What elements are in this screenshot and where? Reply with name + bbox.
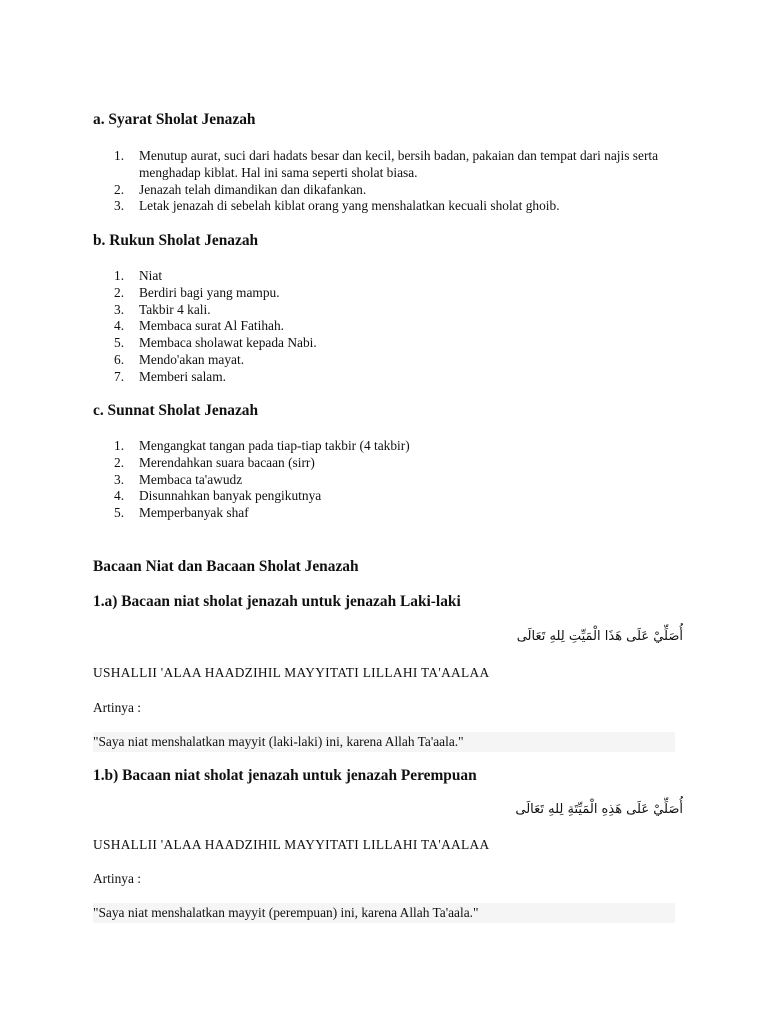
list-item <box>93 148 683 182</box>
list-number: 1. <box>114 268 125 283</box>
list-number: 2. <box>114 454 125 470</box>
list-rukun <box>93 268 683 386</box>
arabic-niat-laki-laki: أُصَلِّيْ عَلَى هَذَا الْمَيِّتِ لِلهِ تَعَالَى <box>516 629 683 644</box>
list-text: Merendahkan suara bacaan (sirr) <box>139 454 315 470</box>
list-text: Membaca surat Al Fatihah. <box>139 318 285 334</box>
list-item <box>93 505 683 522</box>
section-heading-sunnat: c. Sunnat Sholat Jenazah <box>93 402 259 419</box>
list-item <box>93 268 683 285</box>
transliteration-perempuan: USHALLII 'ALAA HAADZIHIL MAYYITATI LILLAHI TA'AALAA <box>93 837 490 852</box>
translation-perempuan: "Saya niat menshalatkan mayyit (perempuan) ini, karena Allah Ta'aala." <box>93 903 675 923</box>
list-item <box>93 455 683 472</box>
list-number: 2. <box>114 181 125 197</box>
niat-heading-laki-laki: 1.a) Bacaan niat sholat jenazah untuk jenazah Laki-laki <box>93 593 461 610</box>
arabic-niat-perempuan: أُصَلِّيْ عَلَى هَذِهِ الْمَيِّتَةِ لِلهِ تَعَالَى <box>515 802 683 817</box>
list-sunnat <box>93 438 683 522</box>
list-number: 1. <box>114 438 125 453</box>
list-number: 7. <box>114 368 125 384</box>
list-text: Disunnahkan banyak pengikutnya <box>139 488 322 504</box>
list-text: Memberi salam. <box>139 368 227 384</box>
section-heading-syarat: a. Syarat Sholat Jenazah <box>93 111 256 128</box>
artinya-label-perempuan: Artinya : <box>93 871 141 886</box>
list-number: 3. <box>114 471 125 487</box>
list-text: Berdiri bagi yang mampu. <box>139 284 280 300</box>
list-number: 4. <box>114 318 125 334</box>
list-item <box>93 438 683 455</box>
list-text: Letak jenazah di sebelah kiblat orang yang menshalatkan kecuali sholat ghoib. <box>139 198 560 214</box>
list-item <box>93 352 683 369</box>
list-item <box>93 182 683 199</box>
list-item <box>93 335 683 352</box>
translation-laki-laki: "Saya niat menshalatkan mayyit (laki-laki) ini, karena Allah Ta'aala." <box>93 732 675 752</box>
list-item <box>93 302 683 319</box>
list-text: Membaca sholawat kepada Nabi. <box>139 335 317 351</box>
list-number: 5. <box>114 335 125 351</box>
list-item <box>93 318 683 335</box>
list-number: 2. <box>114 284 125 300</box>
list-number: 6. <box>114 351 125 367</box>
list-item <box>93 198 683 215</box>
list-number: 3. <box>114 198 125 214</box>
list-syarat <box>93 148 683 215</box>
list-text: Menutup aurat, suci dari hadats besar dan kecil, bersih badan, pakaian dan tempat dari najis serta menghadap kiblat. Hal ini sama seperti sholat biasa. <box>139 148 659 180</box>
list-number: 3. <box>114 301 125 317</box>
transliteration-laki-laki: USHALLII 'ALAA HAADZIHIL MAYYITATI LILLAHI TA'AALAA <box>93 665 490 680</box>
section-heading-rukun: b. Rukun Sholat Jenazah <box>93 232 259 249</box>
list-text: Jenazah telah dimandikan dan dikafankan. <box>139 181 367 197</box>
list-text: Membaca ta'awudz <box>139 471 243 487</box>
list-item <box>93 369 683 386</box>
list-item <box>93 488 683 505</box>
bacaan-title: Bacaan Niat dan Bacaan Sholat Jenazah <box>93 558 359 575</box>
list-number: 4. <box>114 488 125 504</box>
artinya-label-laki-laki: Artinya : <box>93 700 141 715</box>
list-number: 5. <box>114 505 125 521</box>
list-text: Mengangkat tangan pada tiap-tiap takbir (4 takbir) <box>139 438 410 453</box>
niat-heading-perempuan: 1.b) Bacaan niat sholat jenazah untuk jenazah Perempuan <box>93 767 477 784</box>
list-item <box>93 472 683 489</box>
list-text: Mendo'akan mayat. <box>139 351 245 367</box>
list-text: Niat <box>139 268 163 283</box>
list-item <box>93 285 683 302</box>
list-text: Takbir 4 kali. <box>139 301 211 317</box>
list-number: 1. <box>114 148 125 163</box>
list-text: Memperbanyak shaf <box>139 505 249 521</box>
